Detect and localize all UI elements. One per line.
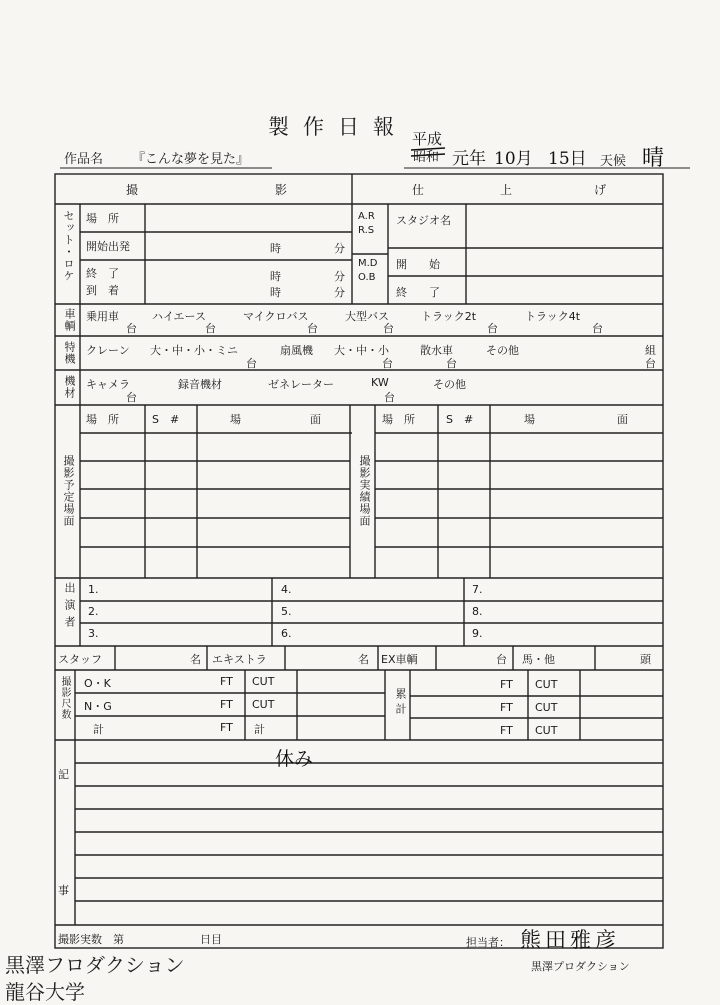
- vehicle-bus: 大型バス: [345, 310, 389, 323]
- fan-sizes: 大・中・小: [334, 344, 389, 357]
- staff-persons: 名: [190, 653, 201, 666]
- end-label-1: 終 了: [86, 267, 119, 280]
- hour-3: 時: [270, 286, 281, 299]
- film-ok-cut: CUT: [252, 675, 275, 688]
- weather: 晴: [642, 146, 665, 171]
- special-unit: 台: [645, 357, 656, 370]
- work-title: 『こんな夢を見た』: [132, 152, 250, 167]
- end-label-2: 到 着: [86, 284, 119, 297]
- crane: クレーン: [86, 344, 130, 357]
- start-label: 開始出発: [86, 240, 130, 253]
- weather-label: 天候: [600, 154, 627, 169]
- planned-place-header: 場 所: [86, 413, 119, 426]
- actual-scenes-label: 撮影実績場面: [358, 455, 371, 527]
- cast-7: 7.: [472, 583, 483, 596]
- shooting-header-1: 撮: [126, 183, 139, 197]
- vehicles-label: 車輌: [63, 308, 76, 332]
- staff-label: スタッフ: [58, 653, 102, 666]
- ob-label: O.B: [358, 272, 376, 283]
- cum-cut-3: CUT: [535, 724, 558, 737]
- vehicle-hiace: ハイエース: [152, 310, 207, 323]
- vehicle-sedan: 乗用車: [86, 310, 119, 323]
- film-ng-ft: FT: [220, 698, 233, 711]
- minute-2: 分: [334, 270, 345, 283]
- cum-ft-1: FT: [500, 678, 513, 691]
- vehicle-unit-1: 台: [126, 322, 137, 335]
- horse-label: 馬・他: [522, 653, 555, 666]
- notes-label-bottom: 事: [58, 884, 69, 897]
- equip-kw: KW: [371, 376, 389, 389]
- fan-unit: 台: [382, 357, 393, 370]
- crane-unit: 台: [246, 357, 257, 370]
- vehicle-unit-2: 台: [205, 322, 216, 335]
- place-label: 場 所: [86, 212, 119, 225]
- era-printed: 昭和: [413, 150, 440, 165]
- equip-camera-unit: 台: [126, 391, 137, 404]
- special-other: その他: [486, 344, 519, 357]
- film-label: 撮影尺数: [59, 676, 70, 720]
- equip-sound: 録音機材: [178, 378, 222, 391]
- notes-handwritten: 休み: [275, 748, 314, 770]
- crane-sizes: 大・中・小・ミニ: [150, 344, 238, 357]
- form-title: 製作日報: [268, 115, 408, 139]
- extra-label: エキストラ: [212, 653, 267, 666]
- actual-place-header: 場 所: [382, 413, 415, 426]
- vehicle-truck2t: トラック2t: [421, 310, 477, 323]
- shooting-days-unit: 日目: [200, 933, 222, 946]
- vehicle-unit-3: 台: [307, 322, 318, 335]
- extra-persons: 名: [358, 653, 369, 666]
- shooting-days-label: 撮影実数 第: [58, 933, 124, 946]
- cast-5: 5.: [281, 605, 292, 618]
- vehicle-unit-4: 台: [383, 322, 394, 335]
- month: 10月: [494, 149, 533, 169]
- film-total-label: 計: [93, 723, 104, 736]
- vehicle-unit-5: 台: [487, 322, 498, 335]
- cum-ft-2: FT: [500, 701, 513, 714]
- vehicle-truck4t: トラック4t: [525, 310, 581, 323]
- work-label: 作品名: [64, 152, 104, 167]
- cast-6: 6.: [281, 627, 292, 640]
- studio-label: スタジオ名: [396, 214, 451, 227]
- cast-label: 出演者: [63, 582, 76, 633]
- planned-scene-header-1: 場: [230, 413, 241, 426]
- notes-label-top: 記: [58, 768, 69, 781]
- fan: 扇風機: [280, 344, 313, 357]
- year: 元年: [452, 149, 486, 169]
- cast-8: 8.: [472, 605, 483, 618]
- rs-label: R.S: [358, 225, 375, 236]
- film-cumulative-label: 累計: [394, 688, 407, 718]
- md-label: M.D: [358, 258, 378, 269]
- cum-ft-3: FT: [500, 724, 513, 737]
- fin-start-label: 開 始: [396, 258, 440, 271]
- ex-vehicle-units: 台: [496, 653, 507, 666]
- set-loc-label: セット・ロケ: [62, 210, 75, 282]
- minute-1: 分: [334, 242, 345, 255]
- finishing-header-3: げ: [594, 183, 607, 197]
- film-total-ft: FT: [220, 721, 233, 734]
- film-ng-cut: CUT: [252, 698, 275, 711]
- equipment-label: 機材: [63, 375, 76, 399]
- cast-4: 4.: [281, 583, 292, 596]
- shooting-header-2: 影: [275, 183, 288, 197]
- planned-snum-header: S #: [152, 413, 180, 426]
- cast-9: 9.: [472, 627, 483, 640]
- water-unit: 台: [446, 357, 457, 370]
- special-set: 組: [645, 344, 656, 357]
- person-label: 担当者：: [466, 936, 510, 949]
- film-ok-ft: FT: [220, 675, 233, 688]
- actual-scene-header-1: 場: [524, 413, 535, 426]
- cast-2: 2.: [88, 605, 99, 618]
- equip-other: その他: [433, 378, 466, 391]
- special-label: 特機: [63, 341, 76, 365]
- era-handwritten: 平成: [412, 130, 443, 148]
- equip-generator: ゼネレーター: [268, 378, 334, 391]
- fin-end-label: 終 了: [396, 286, 440, 299]
- equip-kw-unit: 台: [384, 391, 395, 404]
- planned-scenes-label: 撮影予定場面: [62, 455, 75, 527]
- day: 15日: [548, 149, 587, 169]
- person-name: 熊田雅彦: [520, 928, 620, 952]
- hour-1: 時: [270, 242, 281, 255]
- watermark-line-1: 黒澤フロダクション: [5, 953, 185, 977]
- ex-vehicle-label: EX車輌: [381, 653, 418, 666]
- film-ok-label: O・K: [84, 677, 111, 690]
- actual-scene-header-2: 面: [617, 413, 628, 426]
- planned-scene-header-2: 面: [310, 413, 321, 426]
- minute-3: 分: [334, 286, 345, 299]
- cum-cut-1: CUT: [535, 678, 558, 691]
- cast-1: 1.: [88, 583, 99, 596]
- vehicle-unit-6: 台: [592, 322, 603, 335]
- hour-2: 時: [270, 270, 281, 283]
- film-total-sum: 計: [254, 723, 265, 736]
- company-stamp: 黒澤プロダクション: [531, 960, 630, 973]
- horse-head: 頭: [640, 653, 651, 666]
- actual-snum-header: S #: [446, 413, 474, 426]
- cast-3: 3.: [88, 627, 99, 640]
- finishing-header-1: 仕: [412, 183, 425, 197]
- film-ng-label: N・G: [84, 700, 112, 713]
- equip-camera: キャメラ: [86, 378, 130, 391]
- ar-label: A.R: [358, 211, 375, 222]
- water-truck: 散水車: [420, 344, 453, 357]
- cum-cut-2: CUT: [535, 701, 558, 714]
- watermark-line-2: 龍谷大学: [5, 980, 85, 1004]
- vehicle-microbus: マイクロバス: [243, 310, 309, 323]
- finishing-header-2: 上: [500, 183, 513, 197]
